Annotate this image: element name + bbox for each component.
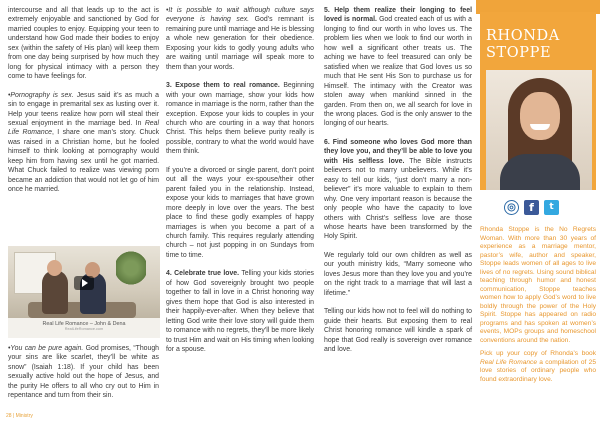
video-caption-url: RealLifeRomance.com — [64, 327, 104, 331]
author-name — [486, 28, 560, 62]
section-heading: 4. Celebrate true love. — [166, 270, 240, 278]
author-card — [480, 12, 596, 190]
author-first-name: RHONDA — [486, 28, 560, 44]
bio-text: a compilation of 25 love stories of ordinary people who found extraordinary love. — [480, 358, 597, 383]
page-footer: 28 | Ministry — [6, 413, 33, 419]
section-heading: 5. Help them realize their longing to feel loved is normal. — [324, 7, 472, 24]
facebook-icon[interactable]: f — [524, 200, 539, 215]
bio-paragraph: Rhonda Stoppe is the No Regrets Woman. With more than 30 years of experience as a marriage mentor, pastor’s wife, author and speaker, Stoppe leads women of all ages to live lives of no regrets. Using sound biblical teaching through humor and honest communication, Stoppe teaches women how to apply God’s word to live boldly through the power of the Holy Spirit. Stoppe has appeared on radio programs and has spoken at women’s events, MOPs groups and homeschool conventions around the nation. — [480, 226, 596, 344]
author-last-name: STOPPE — [486, 45, 552, 61]
paragraph: We regularly told our own children as well as our youth ministry kids, “Marry someone who loves Jesus more than they love you and you’re on the right track to a marriage that will last a lifetime.” — [324, 251, 472, 297]
social-links — [504, 200, 574, 216]
paragraph: intercourse and all that leads up to the act is extremely enjoyable and sanctioned by God for married couples to enjoy. Equipping your teen to understand how God made their bodies to enjoy sex (within the safety of His plan) will keep them from one day being surprised by how much they long for physical intimacy with a person they come to have feelings for. — [8, 7, 159, 81]
article-column-3 — [324, 6, 472, 363]
bio-paragraph — [480, 350, 596, 384]
paragraph-text: God’s remnant is remaining pure until marriage and He is blessing a whole new generation for their obedience. Exposing your kids to godly young adults who are waiting until marriage will speak more to them than your words. — [166, 16, 315, 71]
section-heading: 3. Expose them to real romance. — [166, 82, 280, 90]
author-photo — [486, 70, 592, 190]
paragraph-text: , I share one man’s story. Chuck was raised in a Christian home, but he fooled himself to think looking at pornography would keep him from having sex until he got married. What Chuck failed to realize was viewing porn became an addiction that would not let go of him once he married. — [8, 129, 160, 194]
video-thumbnail[interactable] — [8, 246, 160, 338]
lead-text: •It is possible to wait although culture says everyone is having sex. — [166, 7, 314, 24]
paragraph — [8, 344, 159, 401]
paragraph-text: The Bible instructs believers not to marry unbelievers. While it’s easy to tell our kids, “just don’t marry a non-believer” it’s more valuable to explain to them why. One very important reason is because the only people who have the capacity to love others with Christ’s selfless love are those whose hearts have been transformed by the Holy Spirit. — [324, 157, 472, 241]
author-sidebar — [476, 0, 600, 424]
paragraph — [324, 138, 472, 242]
lead-text: •Pornography is sex. — [8, 91, 74, 99]
bio-text: Pick up your copy of Rhonda’s book — [480, 350, 596, 357]
article-column-1-continued — [8, 344, 159, 401]
book-title: Real Life Romance — [8, 119, 159, 137]
paragraph-text: God created each of us with a longing to find our worth in who loves us. The problem lies when we look to find our worth in how well a significant other treats us. The aching we have to feel treasured can only be satisfied when we realize that God loves us so much that He sent His Son to purchase us for Himself. The intimacy with the Creator was stolen away when mankind sinned in the garden. From then on, we all search for love in the wrong places. God is the only answer to the longing of our hearts. — [324, 16, 472, 128]
paragraph-text: Jesus said it’s as much a sin to engage in premarital sex as lusting over it. Help your teens realize how porn will steal their sexual enjoyment in the marriage bed. In — [8, 91, 159, 127]
paragraph — [324, 6, 472, 129]
globe-icon[interactable]: ◎ — [504, 200, 519, 215]
lead-text: •You can be pure again. — [8, 345, 84, 352]
paragraph: If you’re a divorced or single parent, don’t point out all the ways your ex-spouse/their other parent failed you in the relationship. Instead, expose your kids to marriages that have grown more deeply in love over the years. The best place to find these godly examples of happy marriages is when you become a part of a church family. This requires regularly attending church – not just popping in on Sundays from time to time. — [166, 166, 314, 259]
article-column-1 — [8, 6, 159, 204]
book-title: Real Life Romance — [480, 358, 537, 366]
paragraph — [166, 81, 314, 157]
twitter-icon[interactable]: t — [544, 200, 559, 215]
play-icon[interactable] — [74, 276, 94, 290]
paragraph — [166, 6, 314, 72]
paragraph-text: Beginning with your own marriage, show your kids how romance in marriage is the norm, rather than the exception. Expose your kids to couples in your church who are courting in a way that honors Christ. This helps them believe purity really is possible, contrary to what the world would have them think. — [166, 82, 314, 156]
paragraph-text: God promises, “Though your sins are like scarlet, they’ll be white as snow” (Isaiah 1:18). If your child has been sexually active hold out the hope of Jesus, and the purity He offers to all who cry out to Him in repentance and turn from their sin. — [8, 345, 159, 400]
paragraph-text: Telling your kids stories of how God sovereignly brought two people together to fall in love in a Christ honoring way gives them hope that God is also interested in their happily-ever-after. When they believe that letting God write their love story will guide them to romance with no regrets, they’ll be more likely to trust Him and wait on His timing when looking for a spouse. — [166, 270, 314, 353]
article-column-2 — [166, 6, 314, 363]
video-caption-title: Real Life Romance – John & Dena — [42, 321, 126, 327]
paragraph — [166, 269, 314, 354]
author-bio — [480, 226, 596, 389]
paragraph — [8, 91, 159, 195]
section-heading: 6. Find someone who loves God more than they love you, and they’ll be able to love you with His selfless love. — [324, 138, 472, 165]
video-caption — [8, 318, 160, 338]
paragraph: Telling our kids how not to feel will do nothing to guide their hearts. But exposing them to real Christ honoring romance will kindle a spark of hope that God really is sovereign over romance and love. — [324, 308, 472, 353]
